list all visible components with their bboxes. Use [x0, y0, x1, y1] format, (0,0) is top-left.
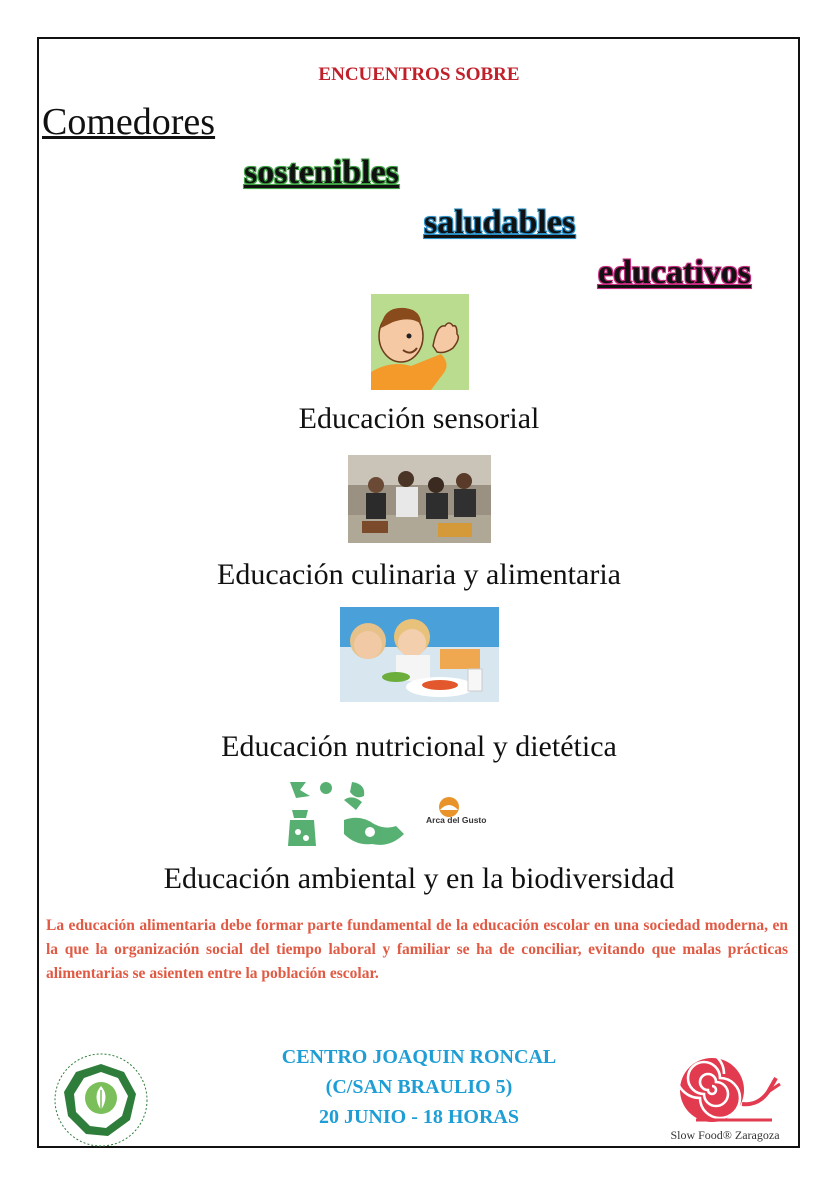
section-heading-culinaria: Educación culinaria y alimentaria [217, 558, 621, 591]
venue-date-time: 20 JUNIO - 18 HORAS [318, 1106, 519, 1128]
title-saludables: saludables [424, 204, 576, 241]
cartoon-tasting-illustration [371, 294, 469, 390]
section-heading-nutricional: Educación nutricional y dietética [221, 730, 617, 763]
kicker: ENCUENTROS SOBRE [318, 64, 520, 85]
title-comedores: Comedores [42, 101, 216, 143]
section-heading-sensorial: Educación sensorial [298, 402, 540, 435]
slow-food-snail-logo-icon [676, 1054, 788, 1130]
title-sostenibles: sostenibles [244, 154, 399, 191]
arca-del-gusto-label: Arca del Gusto [426, 815, 487, 825]
venue-name: CENTRO JOAQUIN RONCAL [281, 1046, 557, 1068]
venue-address: (C/SAN BRAULIO 5) [325, 1076, 513, 1098]
slow-food-label: Slow Food® Zaragoza [670, 1128, 780, 1142]
children-cooking-photo [348, 455, 491, 543]
title-educativos: educativos [598, 254, 751, 291]
section-heading-ambiental: Educación ambiental y en la biodiversidad [163, 862, 675, 895]
environment-icons [286, 780, 416, 850]
intro-paragraph: La educación alimentaria debe formar parte fundamental de la educación escolar en una sociedad moderna, en la que la organización social del tiempo laboral y familiar se ha de conciliar, evitando que malas prácticas alimentarias se asienten entre la población escolar. [46, 917, 788, 982]
children-eating-photo [340, 607, 499, 702]
